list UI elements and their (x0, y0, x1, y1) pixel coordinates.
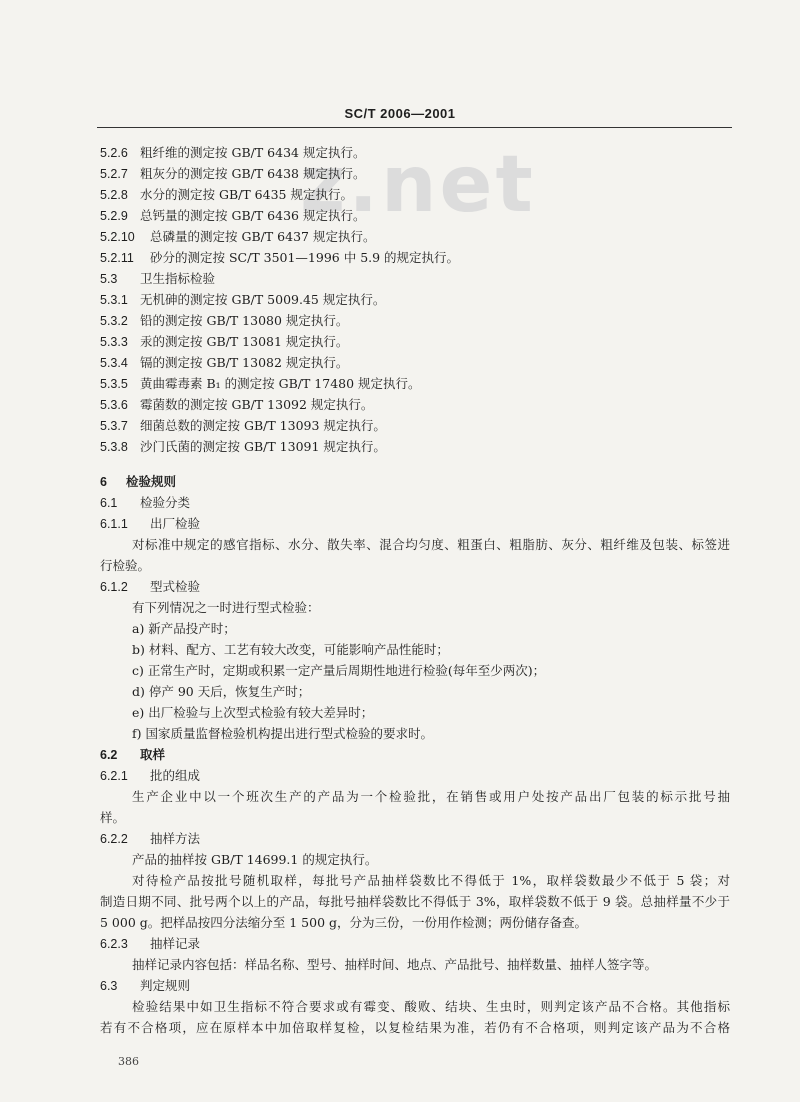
clause-title: 取样 (140, 747, 166, 762)
paragraph-line: 若有不合格项，应在原样本中加倍取样复检，以复检结果为准，若仍有不合格项，则判定该产品为不合格 (100, 1020, 730, 1035)
clause-number: 5.3.3 (100, 335, 128, 349)
clause-title: 出厂检验 (150, 516, 201, 531)
clause-row (100, 289, 730, 310)
page-number: 386 (118, 1055, 139, 1068)
paragraph-line: 对标准中规定的感官指标、水分、散失率、混合均匀度、粗蛋白、粗脂肪、灰分、粗纤维及包装、标签进 (132, 537, 730, 552)
clause-text: 总钙量的测定按 GB/T 6436 规定执行。 (140, 208, 366, 223)
clause-number: 6.2.2 (100, 832, 128, 846)
clause-number: 5.3.7 (100, 419, 128, 433)
clause-title: 判定规则 (140, 978, 191, 993)
paragraph-line: 5 000 g。把样品按四分法缩分至 1 500 g，分为三份，一份用作检测；两份储存备查。 (100, 915, 587, 930)
clause-row (100, 352, 730, 373)
clause-title: 批的组成 (150, 768, 201, 783)
clause-6-1 (100, 492, 730, 513)
clause-number: 5.3.1 (100, 293, 128, 307)
clause-text: 无机砷的测定按 GB/T 5009.45 规定执行。 (140, 292, 386, 307)
clause-title: 检验分类 (140, 495, 191, 510)
clause-row (100, 226, 730, 247)
clause-number: 5.2.8 (100, 188, 128, 202)
list-item: c) 正常生产时，定期或积累一定产量后周期性地进行检验(每年至少两次)； (132, 663, 546, 678)
clause-row (100, 268, 730, 289)
list-item: b) 材料、配方、工艺有较大改变，可能影响产品性能时； (132, 642, 449, 657)
clause-6-1-1 (100, 513, 730, 534)
paragraph-line: 制造日期不同、批号两个以上的产品，每批号抽样袋数比不得低于 3%，取样袋数不低于 9 袋。总抽样量不少于 (100, 894, 730, 909)
clause-text: 粗纤维的测定按 GB/T 6434 规定执行。 (140, 145, 366, 160)
paragraph-line: 行检验。 (100, 558, 151, 573)
paragraph-line: 对待检产品按批号随机取样，每批号产品抽样袋数比不得低于 1%，取样袋数最少不低于 5 袋；对 (132, 873, 730, 888)
list-item: e) 出厂检验与上次型式检验有较大差异时； (132, 705, 374, 720)
clause-number: 5.2.11 (100, 251, 134, 265)
clause-row (100, 310, 730, 331)
clause-number: 5.3.8 (100, 440, 128, 454)
clause-number: 6.2 (100, 748, 118, 762)
clause-number: 5.3.4 (100, 356, 128, 370)
clause-text: 卫生指标检验 (140, 271, 216, 286)
clause-number: 6.1.2 (100, 580, 128, 594)
clause-6-2-2 (100, 828, 730, 849)
clause-text: 砂分的测定按 SC/T 3501—1996 中 5.9 的规定执行。 (150, 250, 460, 265)
clause-text: 总磷量的测定按 GB/T 6437 规定执行。 (150, 229, 376, 244)
clause-number: 5.2.6 (100, 146, 128, 160)
clause-row (100, 331, 730, 352)
clause-row (100, 184, 730, 205)
paragraph-line: 样。 (100, 810, 126, 825)
clause-text: 水分的测定按 GB/T 6435 规定执行。 (140, 187, 353, 202)
clause-number: 6.3 (100, 979, 118, 993)
clause-6-1-2 (100, 576, 730, 597)
clause-text: 粗灰分的测定按 GB/T 6438 规定执行。 (140, 166, 366, 181)
clause-row (100, 415, 730, 436)
watermark: z.net (300, 140, 536, 230)
clause-text: 沙门氏菌的测定按 GB/T 13091 规定执行。 (140, 439, 386, 454)
clause-text: 霉菌数的测定按 GB/T 13092 规定执行。 (140, 397, 374, 412)
clause-number: 5.2.10 (100, 230, 135, 244)
clause-row (100, 205, 730, 226)
clause-6-3 (100, 975, 730, 996)
clause-number: 6.2.3 (100, 937, 128, 951)
clause-number: 6.2.1 (100, 769, 128, 783)
clause-number: 5.3.5 (100, 377, 128, 391)
clause-row (100, 436, 730, 457)
header-rule (97, 127, 732, 128)
section-number: 6 (100, 475, 107, 489)
paragraph-line: 产品的抽样按 GB/T 14699.1 的规定执行。 (132, 852, 378, 867)
clause-text: 黄曲霉毒素 B₁ 的测定按 GB/T 17480 规定执行。 (140, 376, 421, 391)
clause-row (100, 373, 730, 394)
clause-row (100, 394, 730, 415)
clause-6-2-3 (100, 933, 730, 954)
list-item: a) 新产品投产时； (132, 621, 236, 636)
clause-text: 细菌总数的测定按 GB/T 13093 规定执行。 (140, 418, 386, 433)
section-6-heading (100, 471, 730, 492)
clause-title: 抽样方法 (150, 831, 201, 846)
list-item: d) 停产 90 天后，恢复生产时； (132, 684, 311, 699)
paragraph-line: 检验结果中如卫生指标不符合要求或有霉变、酸败、结块、生虫时，则判定该产品不合格。其他指标 (132, 999, 730, 1014)
clause-number: 5.2.9 (100, 209, 128, 223)
clause-number: 5.3 (100, 272, 118, 286)
clause-number: 5.2.7 (100, 167, 128, 181)
clause-row (100, 142, 730, 163)
clause-title: 抽样记录 (150, 936, 201, 951)
clause-row (100, 247, 730, 268)
clause-row (100, 163, 730, 184)
clause-number: 5.3.2 (100, 314, 128, 328)
clause-text: 汞的测定按 GB/T 13081 规定执行。 (140, 334, 349, 349)
clause-text: 铅的测定按 GB/T 13080 规定执行。 (140, 313, 349, 328)
paragraph-line: 生产企业中以一个班次生产的产品为一个检验批，在销售或用户处按产品出厂包装的标示批号抽 (132, 789, 730, 804)
document-body (100, 142, 730, 1038)
list-item: f) 国家质量监督检验机构提出进行型式检验的要求时。 (132, 726, 433, 741)
section-title: 检验规则 (126, 474, 177, 489)
clause-number: 5.3.6 (100, 398, 128, 412)
clause-number: 6.1.1 (100, 517, 128, 531)
clause-number: 6.1 (100, 496, 118, 510)
clause-list (100, 142, 730, 457)
paragraph-line: 抽样记录内容包括：样品名称、型号、抽样时间、地点、产品批号、抽样数量、抽样人签字等。 (132, 957, 658, 972)
clause-6-2-1 (100, 765, 730, 786)
paragraph-line: 有下列情况之一时进行型式检验： (132, 600, 320, 615)
running-header: SC/T 2006—2001 (344, 106, 456, 121)
clause-6-2 (100, 744, 730, 765)
clause-title: 型式检验 (150, 579, 201, 594)
clause-text: 镉的测定按 GB/T 13082 规定执行。 (140, 355, 349, 370)
